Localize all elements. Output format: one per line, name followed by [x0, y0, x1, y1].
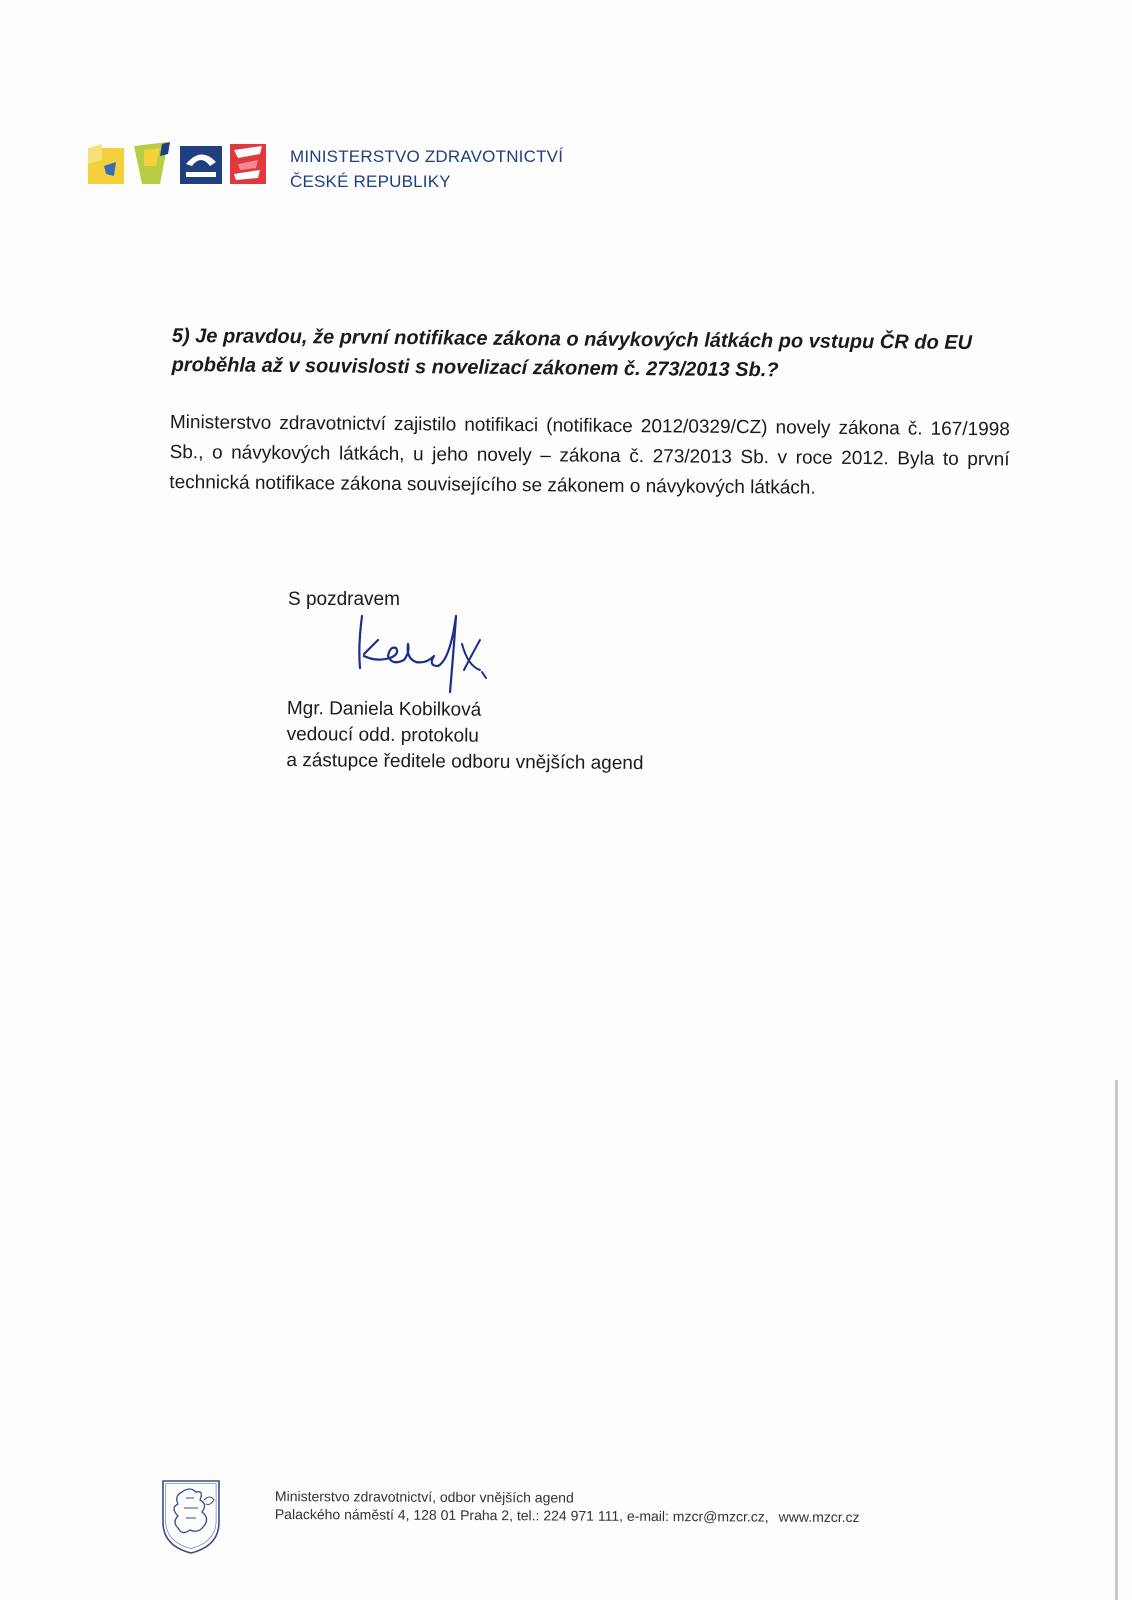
- handwritten-signature: [350, 596, 520, 706]
- footer-line1: Ministerstvo zdravotnictví, odbor vnějších agend: [274, 1488, 574, 1506]
- answer-paragraph: Ministerstvo zdravotnictví zajistilo notifikaci (notifikace 2012/0329/CZ) novely zákona č. 167/1998 Sb., o návykových látkách, u jeho novely – zákona č. 273/2013 Sb. v roce 2012. Byla to první technická notifikace zákona souvisejícího se zákonem o návykových látkách.: [169, 411, 1010, 499]
- ministry-logo-icon: [88, 140, 273, 188]
- question-heading: 5) Je pravdou, že první notifikace zákona o návykových látkách po vstupu ČR do EU proběhla až v souvislosti s novelizací zákonem č. 273/2013 Sb.?: [171, 324, 973, 382]
- scan-edge-shadow: [1115, 1080, 1118, 1600]
- signature-block: [286, 696, 644, 777]
- signatory-name: Mgr. Daniela Kobilková: [286, 697, 482, 721]
- ministry-name: [290, 144, 563, 194]
- footer-address: Palackého náměstí 4, 128 01 Praha 2, tel.: 224 971 111, e-mail: mzcr@mzcr.cz,: [274, 1505, 769, 1525]
- ministry-name-line2: ČESKÉ REPUBLIKY: [290, 172, 451, 191]
- signatory-position: vedoucí odd. protokolu: [286, 723, 479, 747]
- signatory-position-2: a zástupce ředitele odboru vnějších agend: [286, 749, 644, 775]
- letterhead: [88, 140, 588, 190]
- ministry-name-line1: MINISTERSTVO ZDRAVOTNICTVÍ: [290, 147, 564, 166]
- footer-text: [275, 1487, 860, 1526]
- closing-greeting: S pozdravem: [288, 589, 400, 610]
- czech-lion-emblem-icon: [160, 1478, 222, 1556]
- footer-line2: [275, 1505, 860, 1526]
- footer-web-link[interactable]: www.mzcr.cz: [778, 1508, 860, 1526]
